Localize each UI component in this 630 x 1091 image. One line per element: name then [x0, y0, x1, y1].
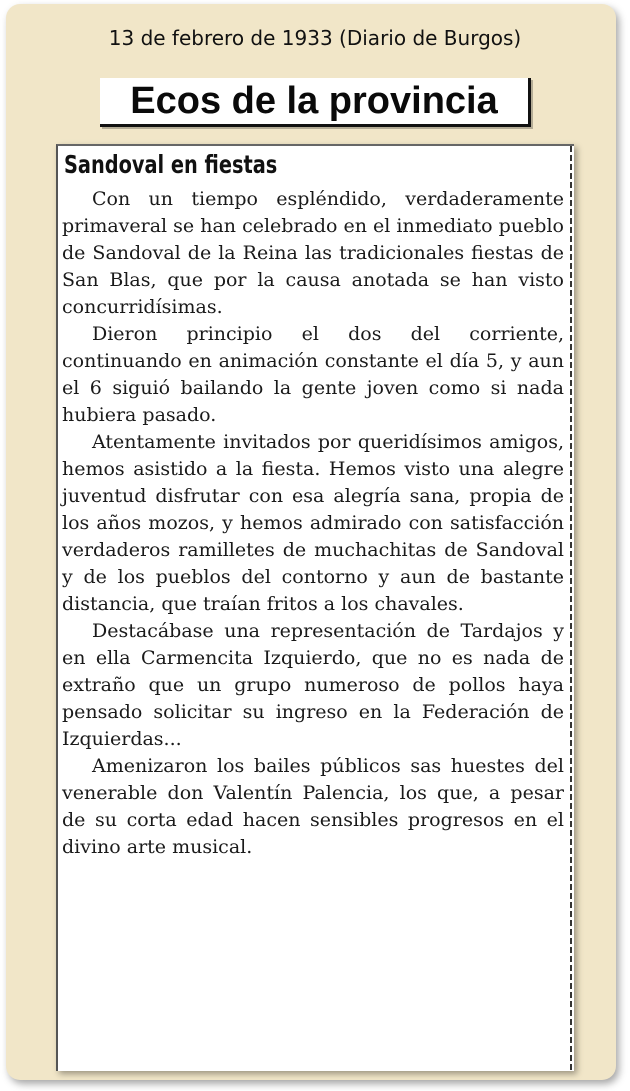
article-body — [62, 186, 564, 861]
paragraph: Amenizaron los bailes públicos sas huestes del venerable don Valentín Palencia, los que, a pesar de su corta edad hacen sensibles progresos en el divino arte musical. — [62, 755, 564, 858]
paragraph: Atentamente invitados por queridísimos amigos, hemos asistido a la fiesta. Hemos visto una alegre juventud disfrutar con esa alegría sana, propia de los años mozos, y hemos admirado con satisfacción verdaderos ramilletes de muchachitas de Sandoval y de los pueblos del contorno y aun de bastante distancia, que traían fritos a los chavales. — [62, 431, 564, 615]
section-headline: Ecos de la provincia — [100, 78, 531, 127]
column-rule — [570, 146, 572, 1071]
paragraph: Dieron principio el dos del corriente, continuando en animación constante el día 5, y aun el 6 siguió bailando la gente joven como si nada hubiera pasado. — [62, 323, 564, 426]
paragraph: Con un tiempo espléndido, verdaderamente primaveral se han celebrado en el inmediato pueblo de Sandoval de la Reina las tradicionales fiestas de San Blas, que por la causa anotada se han visto concurridísimas. — [62, 188, 564, 318]
date-source-caption: 13 de febrero de 1933 (Diario de Burgos) — [108, 26, 522, 50]
paragraph: Destacábase una representación de Tardajos y en ella Carmencita Izquierdo, que no es nada de extraño que un grupo numeroso de pollos haya pensado solicitar su ingreso en la Federación de Izquierdas... — [62, 620, 564, 750]
article-title: Sandoval en fiestas — [64, 150, 278, 179]
newspaper-clipping — [56, 144, 574, 1071]
